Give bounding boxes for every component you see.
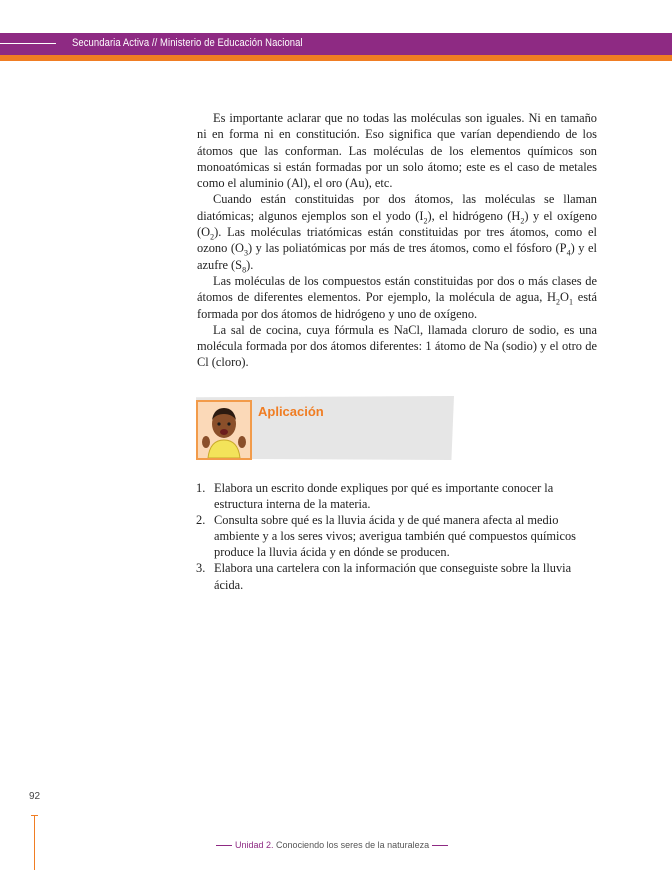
footer (213, 840, 451, 850)
header-title: Secundaria Activa // Ministerio de Educación Nacional (72, 37, 303, 49)
main-text (197, 110, 597, 371)
margin-rule (34, 815, 35, 870)
item-number: 3. (196, 561, 206, 576)
item-number: 2. (196, 513, 206, 528)
list-item (196, 480, 596, 512)
page-number: 92 (29, 791, 41, 802)
item-text: Elabora un escrito donde expliques por qué es importante conocer la estructura interna de la materia. (214, 481, 554, 512)
list-item (196, 560, 596, 592)
item-number: 1. (196, 481, 206, 495)
footer-unit-label: Unidad 2. (235, 840, 274, 850)
footer-dash (216, 845, 232, 846)
paragraph-compounds: Las moléculas de los compuestos están constituidas por dos o más clases de átomos de diferentes elementos. Por ejemplo, la molécula de agua, $H_2O_1$ está formada por dos átomos de hidrógeno y uno de oxígeno. (197, 273, 597, 321)
footer-dash (432, 845, 448, 846)
header-accent-stripe (0, 55, 672, 61)
footer-unit-title: Conociendo los seres de la naturaleza (276, 840, 430, 850)
header-rule (0, 43, 56, 44)
application-title: Aplicación (258, 404, 324, 419)
student-avatar-icon (196, 400, 252, 460)
paragraph-molecules: Es importante aclarar que no todas las moléculas son iguales. Ni en tamaño ni en forma ni en constitución. Eso significa que varían dependiendo de los átomos que las conforman. Las moléculas de los elementos químicos son monoatómicas si están formadas por un solo átomo; este es el caso de metales como el aluminio (Al), el oro (Au), etc. (197, 111, 597, 191)
list-item (196, 512, 596, 560)
item-text: Elabora una cartelera con la información que conseguiste sobre la lluvia ácida. (214, 561, 572, 592)
paragraph-diatomic: Cuando están constituidas por dos átomos, las moléculas se llaman diatómicas; algunos ejemplos son el yodo $(I_2)$, el hidrógeno $(H_2)$ y el oxígeno $(O_2)$. Las moléculas triatómicas están constituidas por tres átomos, como el ozono $(O_3)$ y las poliatómicas por más de tres átomos, como el fósforo $(P_4)$ y el azufre $(S_8)$. (197, 192, 597, 275)
paragraph-salt: La sal de cocina, cuya fórmula es NaCl, llamada cloruro de sodio, es una molécula formada por dos átomos diferentes: 1 átomo de Na (sodio) y el otro de Cl (cloro). (197, 322, 597, 370)
item-text: Consulta sobre qué es la lluvia ácida y de qué manera afecta al medio ambiente y a los seres vivos; averigua también qué compuestos químicos produce la lluvia ácida y en dónde se producen. (214, 513, 576, 560)
activity-list (196, 480, 596, 593)
